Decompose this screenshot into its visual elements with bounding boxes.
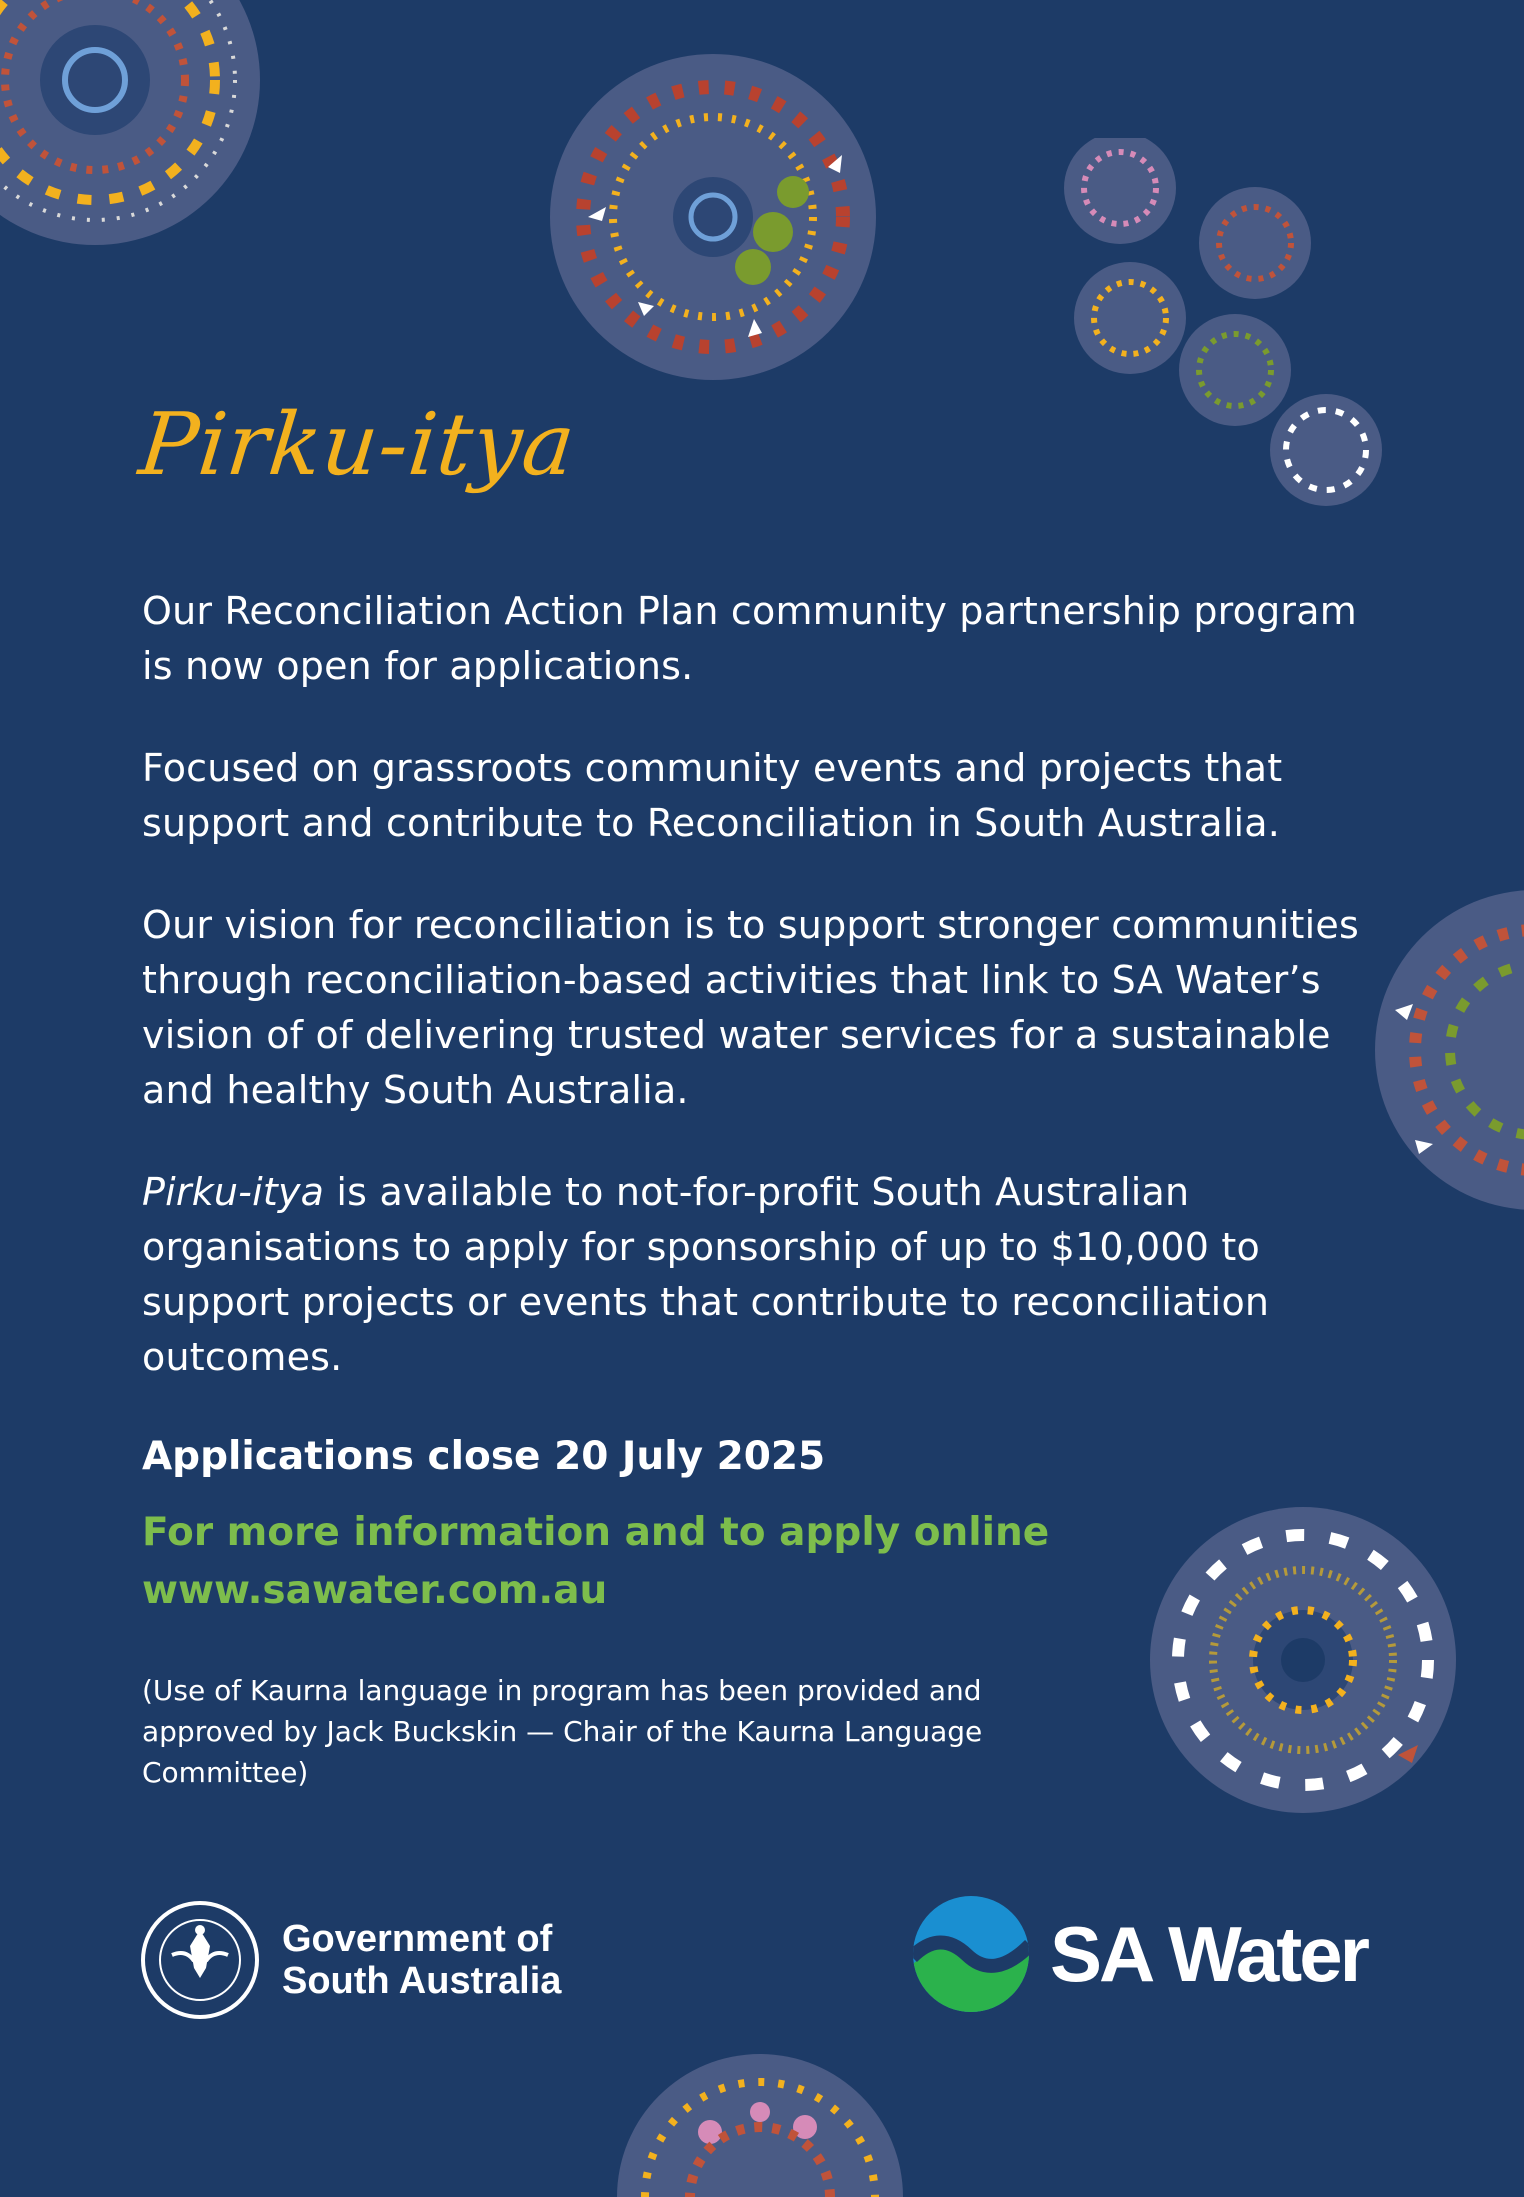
government-name xyxy=(282,1918,561,2002)
sa-water-name: SA Water xyxy=(1050,1909,1367,1998)
sa-water-logo xyxy=(912,1895,1367,2013)
decorative-artwork-top-left xyxy=(0,0,270,260)
website-link[interactable]: www.sawater.com.au xyxy=(142,1568,608,1613)
decorative-artwork-bottom-center xyxy=(615,2052,905,2197)
language-note: (Use of Kaurna language in program has been provided and approved by Jack Buckskin — Chair of the Kaurna Language Committee) xyxy=(142,1674,983,1789)
decorative-artwork-top-center xyxy=(548,52,878,382)
program-title: Pirku-itya xyxy=(134,395,581,495)
vision-paragraph: Our vision for reconciliation is to support stronger communities through reconciliation-based activities that link to SA Water’s vision of of delivering trusted water services for a sustainable and healthy South Australia. xyxy=(142,903,1359,1112)
applications-close: Applications close 20 July 2025 xyxy=(142,1434,826,1479)
focus-paragraph: Focused on grassroots community events and projects that support and contribute to Reconciliation in South Australia. xyxy=(142,746,1283,845)
intro-paragraph: Our Reconciliation Action Plan community partnership program is now open for applications. xyxy=(142,589,1357,688)
sa-water-wave-icon xyxy=(912,1895,1030,2013)
eligibility-text: is available to not-for-profit South Australian organisations to apply for sponsorship of up to $10,000 to support projects or events that contribute to reconciliation outcomes. xyxy=(142,1170,1270,1379)
program-name-inline: Pirku-itya xyxy=(142,1170,325,1214)
decorative-artwork-middle-right xyxy=(1375,890,1524,1210)
government-seal-icon xyxy=(140,1900,260,2020)
decorative-artwork-cluster-right xyxy=(1060,138,1390,518)
body-content xyxy=(142,584,1372,1793)
government-line1: Government of xyxy=(282,1918,553,1960)
eligibility-paragraph xyxy=(142,1165,1372,1385)
government-line2: South Australia xyxy=(282,1960,562,2002)
government-logo xyxy=(140,1900,561,2020)
more-info-text: For more information and to apply online xyxy=(142,1510,1050,1555)
